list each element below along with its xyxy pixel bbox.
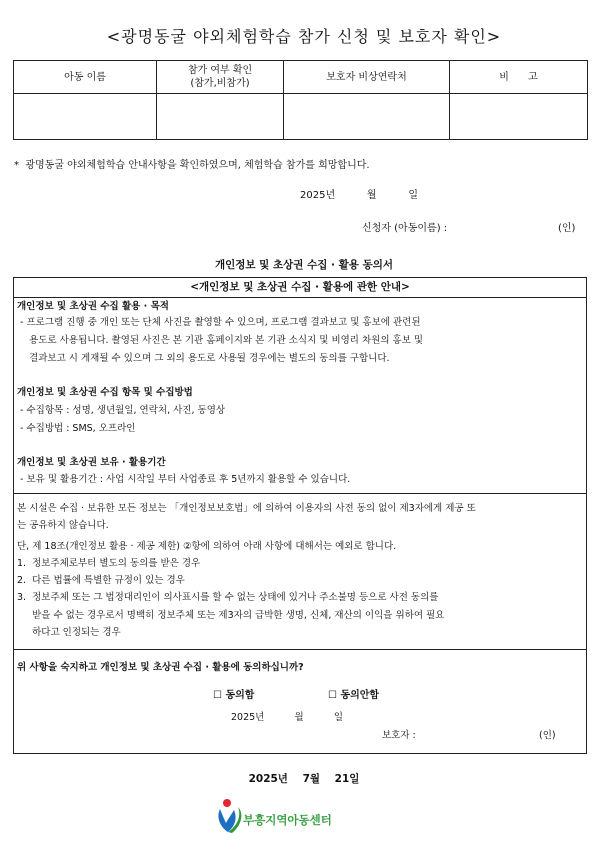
- guardian-contact-cell[interactable]: [284, 94, 450, 140]
- header-participation: [157, 61, 284, 94]
- header-guardian-contact: 보호자 비상연락처: [284, 61, 450, 94]
- remarks-cell[interactable]: [450, 94, 588, 140]
- items-line: - 수집항목 : 성명, 생년월일, 연락처, 사진, 동영상: [17, 405, 226, 416]
- disagree-checkbox[interactable]: ☐ 동의안함: [328, 690, 380, 701]
- legal-line: 단, 제 18조(개인정보 활용 · 제공 제한) ②항에 의하여 아래 사항에 대해서는 예외로 합니다.: [17, 541, 397, 552]
- purpose-line: 결과보고 시 게재될 수 있으며 그 외의 용도로 사용될 경우에는 별도의 동의를 구합니다.: [17, 353, 390, 364]
- application-note: * 광명동굴 야외체험학습 안내사항을 확인하였으며, 체험학습 참가를 희망합니다.: [14, 160, 370, 171]
- consent-box: [13, 649, 587, 754]
- consent-question: 위 사항을 숙지하고 개인정보 및 초상권 수집 · 활용에 동의하십니까?: [17, 662, 304, 673]
- application-date: 2025년 월 일: [300, 190, 419, 201]
- legal-notice-box: [13, 493, 587, 650]
- legal-line: 받을 수 없는 경우로서 명백히 정보주체 또는 제3자의 급박한 생명, 신체, 재산의 이익을 위하여 필요: [17, 610, 445, 621]
- application-table: [13, 60, 588, 140]
- participation-cell[interactable]: [157, 94, 284, 140]
- legal-line: 2. 다른 법률에 특별한 규정이 있는 경우: [17, 575, 185, 586]
- legal-line: 는 공유하지 않습니다.: [17, 520, 109, 531]
- document-title: <광명동굴 야외체험학습 참가 신청 및 보호자 확인>: [106, 27, 502, 46]
- header-remarks: 비 고: [450, 61, 588, 94]
- guardian-label: 보호자 :: [382, 730, 416, 741]
- notice-title: <개인정보 및 초상권 수집 · 활용에 관한 안내>: [190, 281, 410, 293]
- purpose-line: 용도로 사용됩니다. 촬영된 사진은 본 기관 홈페이지와 본 기관 소식지 및 비영리 차원의 홍보 및: [17, 335, 424, 346]
- applicant-seal: (인): [558, 223, 576, 234]
- guardian-seal: (인): [539, 730, 556, 741]
- collection-info-box: [13, 296, 587, 494]
- period-line: - 보유 및 활용기간 : 사업 시작일 부터 사업종료 후 5년까지 활용할 수 있습니다.: [17, 474, 351, 485]
- notice-header-box: [13, 277, 587, 298]
- legal-line: 하다고 인정되는 경우: [17, 627, 121, 638]
- header-participation-label: 참가 여부 확인: [187, 65, 253, 76]
- items-line: - 수집방법 : SMS, 오프라인: [17, 423, 136, 434]
- legal-line: 본 시설은 수집 · 보유한 모든 정보는 「개인정보보호법」에 의하여 이용자의 사전 동의 없이 제3자에게 제공 또: [17, 503, 476, 514]
- consent-form-title: 개인정보 및 초상권 수집 · 활용 동의서: [214, 259, 394, 271]
- table-header-row: [14, 61, 588, 94]
- period-heading: 개인정보 및 초상권 보유 · 활용기간: [17, 457, 166, 468]
- issue-date: 2025년 7월 21일: [248, 773, 360, 785]
- header-child-name: 아동 이름: [14, 61, 157, 94]
- agree-checkbox[interactable]: ☐ 동의함: [213, 690, 255, 701]
- applicant-label: 신청자 (아동이름) :: [362, 223, 448, 234]
- table-row: [14, 94, 588, 140]
- items-heading: 개인정보 및 초상권 수집 항목 및 수집방법: [17, 387, 193, 398]
- purpose-line: - 프로그램 진행 중 개인 또는 단체 사진을 촬영할 수 있으며, 프로그램 결과보고 및 홍보에 관련된: [17, 317, 421, 328]
- consent-date: 2025년 월 일: [231, 712, 344, 723]
- legal-line: 1. 정보주체로부터 별도의 동의를 받은 경우: [17, 558, 201, 569]
- center-name: 부흥지역아동센터: [243, 813, 332, 827]
- header-participation-options: (참가,비참가): [190, 78, 250, 89]
- legal-line: 3. 정보주체 또는 그 법정대리인이 의사표시를 할 수 없는 상태에 있거나 주소불명 등으로 사전 동의를: [17, 592, 439, 603]
- child-name-cell[interactable]: [14, 94, 157, 140]
- purpose-heading: 개인정보 및 초상권 수집 활용 · 목적: [17, 301, 169, 312]
